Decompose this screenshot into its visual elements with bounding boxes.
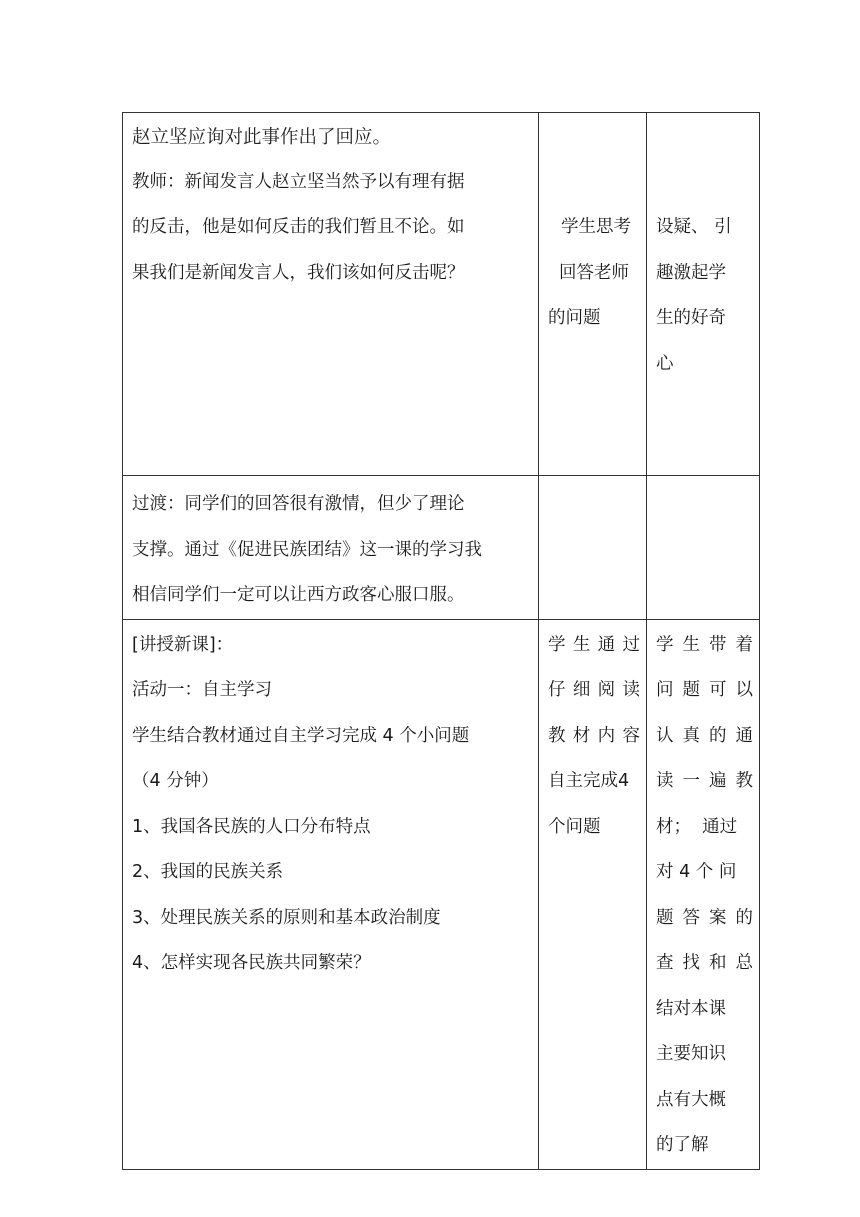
student-activity-cell <box>539 619 647 1169</box>
content-line: 3、处理民族关系的原则和基本政治制度 <box>132 907 441 928</box>
content-line: 过渡：同学们的回答很有激情，但少了理论 <box>132 494 465 514</box>
design-intent-line: 查找和总 <box>656 953 753 973</box>
teaching-content-cell <box>123 476 539 620</box>
design-intent-line: 认真的通 <box>656 725 753 746</box>
design-intent-line: 读一遍教 <box>656 771 753 791</box>
content-line: 教师：新闻发言人赵立坚当然予以有理有据 <box>132 171 465 192</box>
design-intent-line: 主要知识 <box>656 1044 726 1064</box>
student-activity-line: 的问题 <box>548 308 601 328</box>
student-activity-line: 教材内容 <box>548 725 640 746</box>
table-row <box>123 113 760 476</box>
design-intent-line: 结对本课 <box>656 998 726 1019</box>
design-intent-line: 趣激起学 <box>656 262 726 283</box>
content-line: 2、我国的民族关系 <box>132 862 284 882</box>
design-intent-line: 点有大概 <box>656 1089 726 1110</box>
content-line: 活动一：自主学习 <box>132 680 272 700</box>
content-line: （4 分钟） <box>132 771 219 791</box>
design-intent-line: 学生带着 <box>656 634 753 655</box>
teaching-content-cell <box>123 113 539 476</box>
student-activity-line: 学生思考 <box>561 217 631 237</box>
content-line: 果我们是新闻发言人，我们该如何反击呢？ <box>132 262 465 283</box>
student-activity-line: 自主完成4 <box>548 771 630 791</box>
content-line: 相信同学们一定可以让西方政客心服口服。 <box>132 585 465 605</box>
student-activity-line: 回答老师 <box>559 262 629 283</box>
lesson-plan-table <box>122 112 760 1170</box>
design-intent-line: 心 <box>656 353 674 374</box>
design-intent-cell <box>647 476 760 620</box>
student-activity-line: 个问题 <box>548 816 601 837</box>
design-intent-line: 生的好奇 <box>656 308 726 328</box>
student-activity-line: 学生通过 <box>548 634 640 655</box>
design-intent-cell <box>647 619 760 1169</box>
content-line: 1、我国各民族的人口分布特点 <box>132 816 371 837</box>
content-line: 支撑。通过《促进民族团结》这一课的学习我 <box>132 539 482 560</box>
content-line: 赵立坚应询对此事作出了回应。 <box>132 126 392 147</box>
teaching-content-cell <box>123 619 539 1169</box>
student-activity-cell <box>539 476 647 620</box>
content-line: [讲授新课]： <box>132 634 234 655</box>
content-line: 的反击，他是如何反击的我们暂且不论。如 <box>132 217 465 237</box>
content-line: 学生结合教材通过自主学习完成 4 个小问题 <box>132 725 470 746</box>
design-intent-line: 题答案的 <box>656 907 753 928</box>
design-intent-line: 的了解 <box>656 1135 709 1155</box>
design-intent-line: 设疑、 引 <box>656 217 732 237</box>
content-line: 4、怎样实现各民族共同繁荣？ <box>132 953 371 973</box>
design-intent-line: 材； 通过 <box>656 816 738 837</box>
student-activity-cell <box>539 113 647 476</box>
design-intent-cell <box>647 113 760 476</box>
table-row <box>123 476 760 620</box>
student-activity-line: 仔细阅读 <box>548 680 640 700</box>
design-intent-line: 问题可以 <box>656 680 753 700</box>
table-row <box>123 619 760 1169</box>
design-intent-line: 对 4 个 问 <box>656 862 737 882</box>
